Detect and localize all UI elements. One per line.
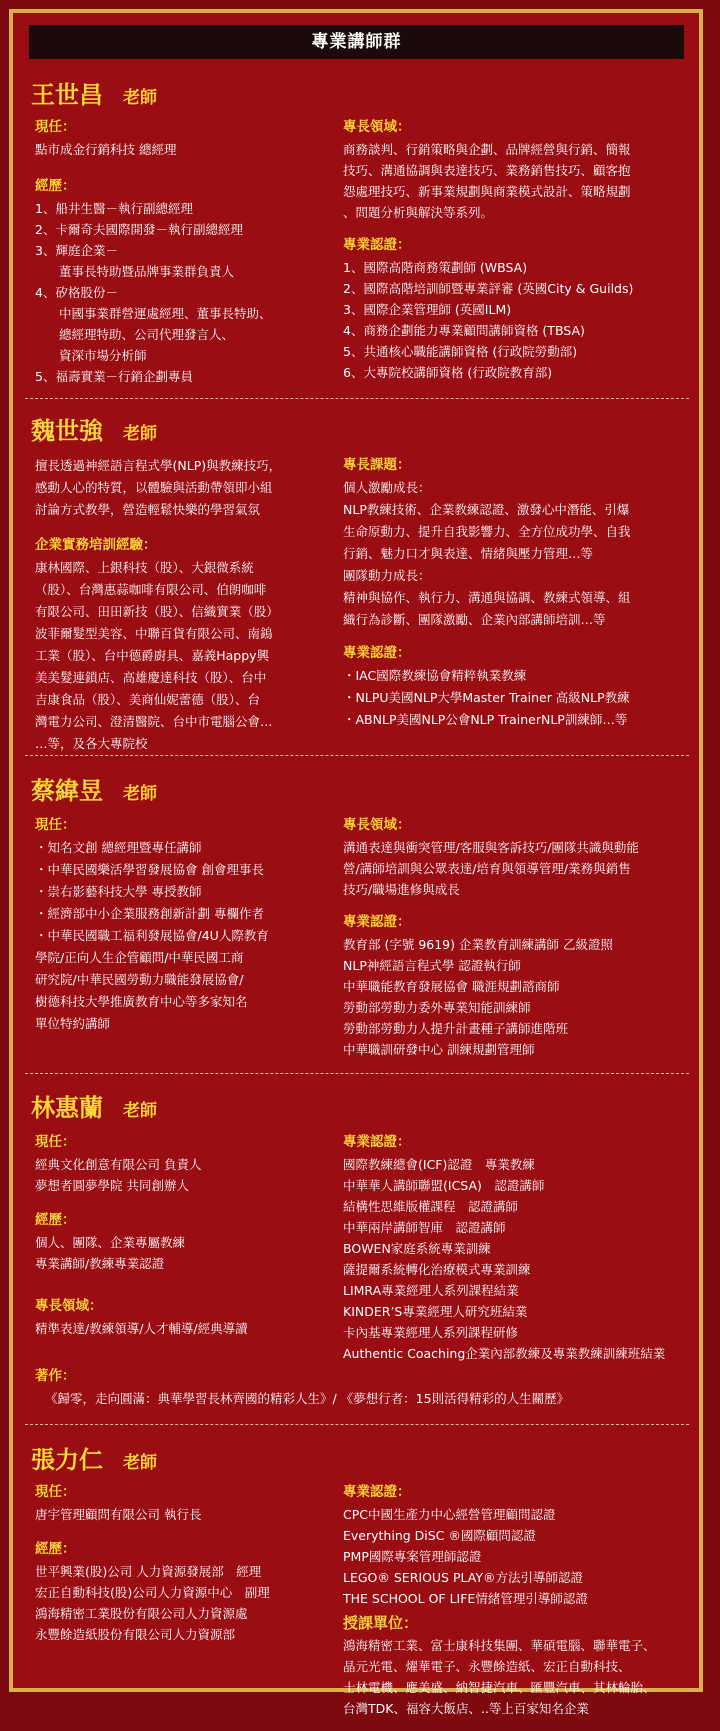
list-line: 晶元光電、燿華電子、永豐餘造紙、宏正自動科技、: [343, 1659, 631, 1674]
list-line: 怨處理技巧、新事業規劃與商業模式設計、策略規劃: [343, 184, 631, 199]
instructor-page: [9, 9, 703, 1716]
right-column: [343, 1132, 698, 1376]
left-column: [35, 1132, 335, 1351]
instructor-title: 老師: [123, 1453, 157, 1473]
list-line: 3、國際企業管理師 (英國ILM): [343, 302, 512, 317]
instructor-name: [31, 771, 157, 806]
expertise-heading: 專長領域：: [343, 119, 411, 135]
instructor-title: 老師: [123, 784, 157, 804]
instructor-name: [31, 1088, 157, 1123]
topics-block: [343, 455, 698, 631]
expertise-block: [343, 117, 698, 223]
current-list: [35, 1504, 335, 1525]
certification-block: [343, 235, 698, 383]
instructor-name: [31, 411, 157, 446]
list-line: 世平興業(股)公司 人力資源發展部 經理: [35, 1564, 262, 1579]
list-line: 單位特約講師: [35, 1016, 111, 1031]
list-line: 6、大專院校講師資格 (行政院教育部): [343, 365, 553, 380]
expertise-list: [343, 837, 698, 900]
expertise-heading: 專長領域：: [35, 1298, 103, 1314]
list-line: 有限公司、田田新技（股）、信織實業（股）: [35, 604, 279, 619]
clients-list: [343, 1635, 698, 1719]
expertise-block: [343, 815, 698, 900]
list-line: Authentic Coaching企業內部教練及專業教練訓練班結業: [343, 1346, 666, 1361]
expertise-list: [343, 139, 698, 223]
certification-heading: 專業認證：: [343, 914, 411, 930]
current-block: [35, 1132, 335, 1196]
experience-heading: 經歷：: [35, 178, 76, 194]
list-line: 4、商務企劃能力專業顧問講師資格 (TBSA): [343, 323, 585, 338]
right-column: [343, 1482, 698, 1731]
current-heading: 現任：: [35, 119, 76, 135]
instructor-title: 老師: [123, 88, 157, 108]
current-list: [35, 1154, 335, 1196]
certification-list: [343, 665, 698, 731]
list-line: 中華華人講師聯盟(ICSA) 認證講師: [343, 1178, 545, 1193]
list-line: Everything DiSC ®國際顧問認證: [343, 1528, 536, 1543]
list-line: …等，及各大專院校: [35, 736, 148, 751]
intro-block: [35, 455, 335, 521]
list-line: NLP教練技術、企業教練認證、激發心中潛能、引爆: [343, 502, 630, 517]
list-line: 精神與協作、執行力、溝通與協調、教練式領導、組: [343, 590, 631, 605]
expertise-heading: 專長領域：: [343, 817, 411, 833]
list-line: 鴻海精密工業股份有限公司人力資源處: [35, 1606, 248, 1621]
section-divider: [25, 398, 689, 399]
list-line: ・NLPU美國NLP大學Master Trainer 高級NLP教練: [343, 690, 630, 705]
experience-heading: 經歷：: [35, 1212, 76, 1228]
list-line: 中華兩岸講師智庫 認證講師: [343, 1220, 506, 1235]
experience-list: [35, 1232, 335, 1274]
list-line: 永豐餘造紙股份有限公司人力資源部: [35, 1627, 236, 1642]
works-list: [35, 1388, 695, 1409]
list-line: 資深市場分析師: [59, 348, 147, 363]
list-line: 2、國際高階培訓師暨專業評審 (英國City & Guilds): [343, 281, 634, 296]
instructor-name-text: 張力仁: [31, 1445, 103, 1474]
clients-heading: 授課單位：: [343, 1614, 419, 1632]
list-line: 唐宇管理顧問有限公司 執行長: [35, 1507, 202, 1522]
list-line: 個人、團隊、企業專屬教練: [35, 1235, 186, 1250]
topics-list: [343, 477, 698, 631]
works-row: [35, 1366, 695, 1409]
list-line: （股）、台灣惠蒜咖啡有限公司、伯朗咖啡: [35, 582, 267, 597]
list-line: 感動人心的特質，以體驗與活動帶領即小組: [35, 480, 273, 495]
list-line: 點市成金行銷科技 總經理: [35, 142, 177, 157]
certification-heading: 專業認證：: [343, 1134, 411, 1150]
list-line: 康林國際、上銀科技（股）、大銀微系統: [35, 560, 254, 575]
current-heading: 現任：: [35, 1134, 76, 1150]
certification-list: [343, 934, 698, 1060]
current-list: [35, 837, 335, 1035]
section-divider: [25, 1073, 689, 1074]
certification-block: [343, 1132, 698, 1364]
list-line: 夢想者圓夢學院 共同創辦人: [35, 1178, 189, 1193]
list-line: ・經濟部中小企業服務創新計劃 專欄作者: [35, 906, 264, 921]
experience-block: [35, 1539, 335, 1645]
list-line: 1、國際高階商務策劃師 (WBSA): [343, 260, 528, 275]
current-block: [35, 1482, 335, 1525]
list-line: LIMRA專業經理人系列課程結業: [343, 1283, 519, 1298]
instructor-title: 老師: [123, 424, 157, 444]
certification-heading: 專業認證：: [343, 645, 411, 661]
list-line: 2、卡爾奇夫國際開發－執行副總經理: [35, 222, 243, 237]
list-line: 擅長透過神經語言程式學(NLP)與教練技巧，: [35, 458, 282, 473]
left-column: [35, 1482, 335, 1657]
list-line: 美美髮連鎖店、高雄慶達科技（股）、台中: [35, 670, 267, 685]
instructor-name-text: 蔡緯昱: [31, 776, 103, 805]
list-line: 1、船井生醫－執行副總經理: [35, 201, 193, 216]
list-line: LEGO® SERIOUS PLAY®方法引導師認證: [343, 1570, 583, 1585]
enterprise-block: [35, 535, 335, 755]
experience-block: [35, 1210, 335, 1274]
list-line: ・中華民國樂活學習發展協會 創會理事長: [35, 862, 264, 877]
works-heading: 著作：: [35, 1368, 76, 1384]
list-line: NLP神經語言程式學 認證執行師: [343, 958, 521, 973]
enterprise-list: [35, 557, 335, 755]
instructor-name-text: 林惠蘭: [31, 1093, 103, 1122]
list-line: 溝通表達與衝突管理/客服與客訴技巧/團隊共識與動能: [343, 840, 639, 855]
topics-heading: 專長課題：: [343, 457, 411, 473]
list-line: 行銷、魅力口才與表達、情緒與壓力管理…等: [343, 546, 594, 561]
expertise-block: [35, 1296, 335, 1339]
list-line: 個人激勵成長：: [343, 480, 431, 495]
current-block: [35, 815, 335, 1035]
list-line: ・崇右影藝科技大學 專授教師: [35, 884, 202, 899]
list-line: 董事長特助暨品牌事業群負責人: [59, 264, 235, 279]
current-block: [35, 117, 335, 160]
section-divider: [25, 1424, 689, 1425]
experience-list: [35, 198, 335, 387]
clients-block: [343, 1613, 698, 1719]
list-line: BOWEN家庭系統專業訓練: [343, 1241, 491, 1256]
list-line: 中華職能教育發展協會 職涯規劃諮商師: [343, 979, 560, 994]
list-line: 中國事業群營運處經理、董事長特助、: [59, 306, 272, 321]
list-line: PMP國際專案管理師認證: [343, 1549, 482, 1564]
current-list: [35, 139, 335, 160]
instructor-name: [31, 1440, 157, 1475]
list-line: 學院/正向人生企管顧問/中華民國工商: [35, 950, 244, 965]
left-column: [35, 815, 335, 1047]
list-line: 技巧、溝通協調與表達技巧、業務銷售技巧、顧客抱: [343, 163, 631, 178]
right-column: [343, 455, 698, 743]
list-line: THE SCHOOL OF LIFE情緒管理引導師認證: [343, 1591, 588, 1606]
list-line: 5、共通核心職能講師資格 (行政院勞動部): [343, 344, 578, 359]
list-line: 生命原動力、提升自我影響力、全方位成功學、自我: [343, 524, 631, 539]
left-column: [35, 117, 335, 399]
list-line: 結構性思維版權課程 認證講師: [343, 1199, 519, 1214]
list-line: 3、輝庭企業－: [35, 243, 118, 258]
section-divider: [25, 755, 689, 756]
experience-list: [35, 1561, 335, 1645]
list-line: 宏正自動科技(股)公司人力資源中心 副理: [35, 1585, 270, 1600]
list-line: 織行為診斷、團隊激勵、企業內部講師培訓…等: [343, 612, 606, 627]
list-line: 台灣TDK、福容大飯店、..等上百家知名企業: [343, 1701, 589, 1716]
list-line: 吉康食品（股）、美商仙妮蕾德（股）、台: [35, 692, 261, 707]
list-line: 商務談判、行銷策略與企劃、品牌經營與行銷、簡報: [343, 142, 631, 157]
current-heading: 現任：: [35, 1484, 76, 1500]
list-line: 國際教練總會(ICF)認證 專業教練: [343, 1157, 535, 1172]
certification-heading: 專業認證：: [343, 1484, 411, 1500]
list-line: ・IAC國際教練協會精粹執業教練: [343, 668, 527, 683]
list-line: 、問題分析與解決等系列。: [343, 205, 494, 220]
enterprise-heading: 企業實務培訓經驗：: [35, 537, 157, 553]
experience-block: [35, 176, 335, 387]
list-line: ・ABNLP美國NLP公會NLP TrainerNLP訓練師…等: [343, 712, 628, 727]
list-line: 討論方式教學，營造輕鬆快樂的學習氣氛: [35, 502, 261, 517]
list-line: 卡內基專業經理人系列課程研修: [343, 1325, 519, 1340]
list-line: 專業講師/教練專業認證: [35, 1256, 165, 1271]
current-heading: 現任：: [35, 817, 76, 833]
list-line: 研究院/中華民國勞動力職能發展協會/: [35, 972, 244, 987]
list-line: 《歸零，走向圓滿：典華學習長林齊國的精彩人生》/ 《夢想行者：15則活得精彩的人生關歷》: [45, 1391, 570, 1406]
certification-block: [343, 643, 698, 731]
instructor-title: 老師: [123, 1101, 157, 1121]
list-line: 波菲爾髮型美容、中聯百貨有限公司、南鎢: [35, 626, 273, 641]
intro-list: [35, 455, 335, 521]
list-line: 4、矽格股份－: [35, 285, 118, 300]
list-line: ・知名文創 總經理暨專任講師: [35, 840, 202, 855]
list-line: 中華職訓研發中心 訓練規劃管理師: [343, 1042, 535, 1057]
experience-heading: 經歷：: [35, 1541, 76, 1557]
instructor-name-text: 魏世強: [31, 416, 103, 445]
list-line: 團隊動力成長：: [343, 568, 431, 583]
list-line: 工業（股）、台中德爵廚具、嘉義Happy興: [35, 648, 270, 663]
list-line: 教育部 (字號 9619) 企業教育訓練講師 乙級證照: [343, 937, 613, 952]
list-line: 樹德科技大學推廣教育中心等多家知名: [35, 994, 248, 1009]
list-line: 薩提爾系統轉化治療模式專業訓練: [343, 1262, 531, 1277]
list-line: 總經理特助、公司代理發言人、: [59, 327, 235, 342]
left-column: [35, 455, 335, 767]
list-line: ・中華民國職工福利發展協會/4U人際教育: [35, 928, 269, 943]
certification-block: [343, 912, 698, 1060]
certification-heading: 專業認證：: [343, 237, 411, 253]
list-line: KINDER’S專業經理人研究班結業: [343, 1304, 528, 1319]
right-column: [343, 815, 698, 1072]
list-line: CPC中國生產力中心經營管理顧問認證: [343, 1507, 556, 1522]
instructor-name-text: 王世昌: [31, 80, 103, 109]
list-line: 經典文化創意有限公司 負責人: [35, 1157, 202, 1172]
certification-list: [343, 1154, 698, 1364]
certification-list: [343, 1504, 698, 1609]
list-line: 營/講師培訓與公眾表達/培育與領導管理/業務與銷售: [343, 861, 631, 876]
certification-block: [343, 1482, 698, 1609]
list-line: 精準表達/教練領導/人才輔導/經典導讀: [35, 1321, 248, 1336]
list-line: 士林電機、應美盛、納智捷汽車、匯豐汽車、其林輪胎、: [343, 1680, 656, 1695]
list-line: 5、福壽實業－行銷企劃專員: [35, 369, 193, 384]
right-column: [343, 117, 698, 395]
instructor-name: [31, 75, 157, 110]
page-banner: 專業講師群: [29, 25, 684, 59]
list-line: 勞動部勞動力委外專業知能訓練師: [343, 1000, 531, 1015]
certification-list: [343, 257, 698, 383]
expertise-list: [35, 1318, 335, 1339]
list-line: 勞動部勞動力人提升計畫種子講師進階班: [343, 1021, 569, 1036]
list-line: 技巧/職場進修與成長: [343, 882, 460, 897]
list-line: 鴻海精密工業、富士康科技集團、華碩電腦、聯華電子、: [343, 1638, 656, 1653]
list-line: 灣電力公司、澄清醫院、台中市電腦公會…: [35, 714, 273, 729]
